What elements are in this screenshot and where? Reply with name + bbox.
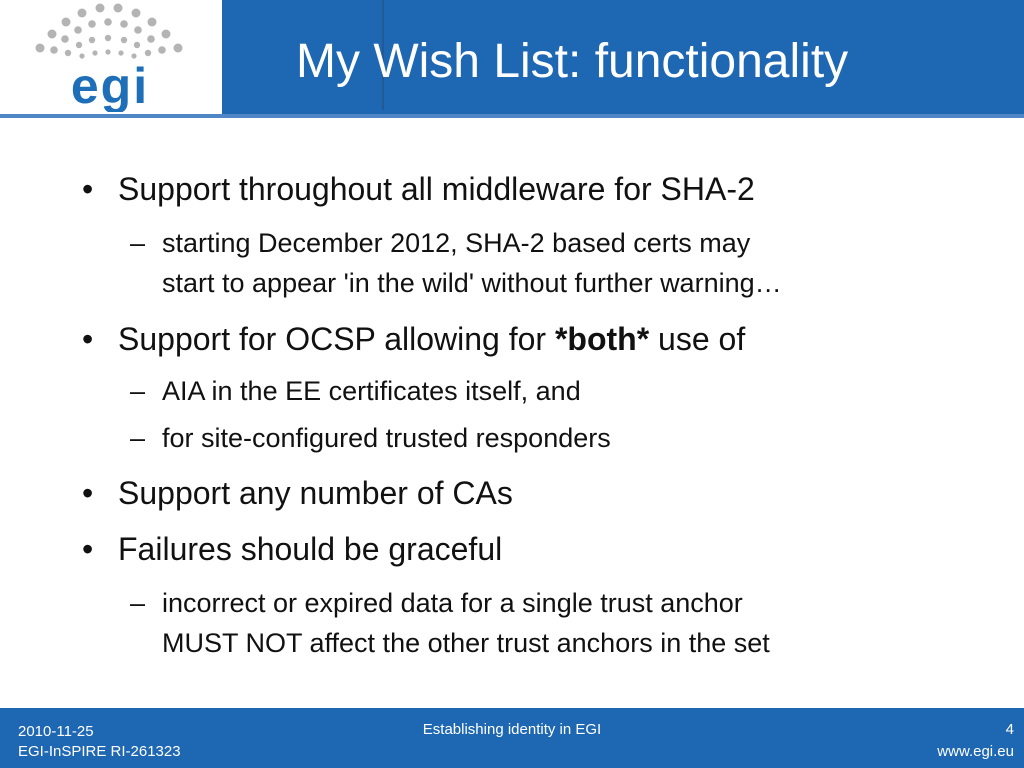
page-number: 4 — [1005, 721, 1014, 738]
footer-date: 2010-11-25 — [18, 723, 94, 740]
sub-bullet-marker: – — [130, 228, 146, 258]
sub-bullet-marker: – — [130, 588, 146, 618]
bullet-text: Support any number of CAs — [118, 475, 513, 511]
sub-bullet-marker: – — [130, 376, 146, 406]
bullet-text-bold: *both* — [554, 321, 650, 357]
logo-text: egi — [70, 58, 150, 112]
egi-logo — [20, 0, 200, 112]
sub-bullet-text: AIA in the EE certificates itself, and — [162, 376, 581, 406]
footer-project-id: EGI-InSPIRE RI-261323 — [18, 743, 181, 760]
footer-url: www.egi.eu — [937, 743, 1014, 760]
bullet-marker: • — [82, 531, 94, 567]
bullet-text: Support throughout all middleware for SHA-2 — [118, 171, 755, 207]
slide-footer — [0, 708, 1024, 768]
logo-dots-icon — [36, 4, 183, 59]
bullet-marker: • — [82, 171, 94, 207]
sub-bullet-text: MUST NOT affect the other trust anchors in the set — [162, 628, 770, 658]
sub-bullet-text: for site-configured trusted responders — [162, 423, 611, 453]
sub-bullet-text: starting December 2012, SHA-2 based certs may — [162, 228, 751, 258]
slide-title: My Wish List: functionality — [296, 35, 849, 88]
bullet-text: Failures should be graceful — [118, 531, 503, 567]
bullet-text — [118, 320, 745, 358]
bullet-text-part: Support for OCSP allowing for — [118, 321, 555, 357]
slide-header — [0, 0, 1024, 118]
bullet-marker: • — [82, 321, 94, 357]
sub-bullet-marker: – — [130, 423, 146, 453]
slide-content — [0, 118, 1024, 708]
sub-bullet-text: start to appear 'in the wild' without further warning… — [162, 268, 782, 298]
bullet-text-part: use of — [649, 321, 746, 357]
bullet-marker: • — [82, 475, 94, 511]
footer-title: Establishing identity in EGI — [422, 721, 602, 738]
sub-bullet-text: incorrect or expired data for a single trust anchor — [162, 588, 743, 618]
